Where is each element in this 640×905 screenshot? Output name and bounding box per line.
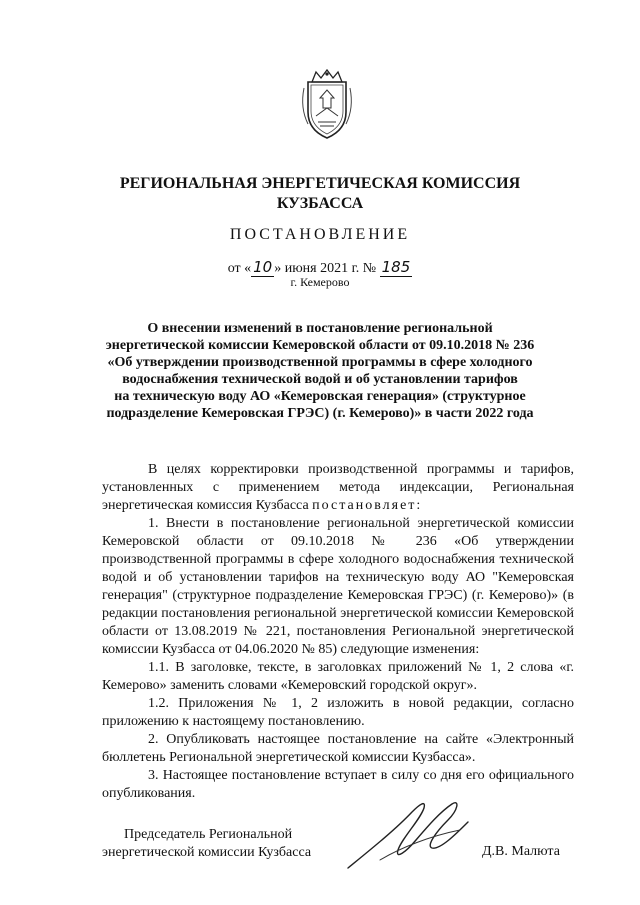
date-day: 10 (253, 258, 273, 276)
document-number: 185 (381, 258, 411, 276)
position-line2: энергетической комиссии Кузбасса (102, 845, 312, 860)
intro-text: В целях корректировки производственной программы и тарифов, установленных с применением метода индексации, Региональная энергетическая комиссия Кузбасса (102, 462, 574, 513)
title-line: подразделение Кемеровская ГРЭС) (г. Кемерово)» в части 2022 года (106, 406, 534, 421)
paragraph-1: 1. Внести в постановление региональной энергетической комиссии Кемеровской области от 09.10.2018 № 236 «Об утверждении производственной программы в сфере холодного водоснабжения технической водой и об установлении тарифов на техническую воду АО "Кемеровская генерация" (структурное подразделение Кемеровская ГРЭС) (г. Кемерово)» (в редакции постановления региональной энергетической комиссии Кемеровской области от 13.08.2019 № 221, постановления Региональной энергетической комиссии Кузбасса от 04.06.2020 № 85) следующие изменения: (102, 516, 574, 657)
organization-name-line2: КУЗБАССА (276, 195, 364, 212)
organization-name-line1: РЕГИОНАЛЬНАЯ ЭНЕРГЕТИЧЕСКАЯ КОМИССИЯ (119, 175, 521, 192)
handwritten-signature-icon (340, 790, 480, 880)
paragraph-3: 3. Настоящее постановление вступает в силу со дня его официального опубликования. (102, 768, 574, 801)
title-line: на техническую воду АО «Кемеровская генерация» (структурное (114, 389, 526, 404)
paragraph-1-1: 1.1. В заголовке, тексте, в заголовках приложений № 1, 2 слова «г. Кемерово» заменить словами «Кемеровский городской округ». (102, 660, 574, 693)
document-title (90, 320, 550, 422)
title-line: водоснабжения технической водой и об установлении тарифов (122, 372, 518, 387)
paragraph-1-2: 1.2. Приложения № 1, 2 изложить в новой редакции, согласно приложению к настоящему постановлению. (102, 696, 574, 729)
title-line: О внесении изменений в постановление региональной (147, 321, 493, 336)
date-rest: » июня 2021 г. № (274, 261, 377, 276)
intro-paragraph (102, 461, 574, 515)
document-body (102, 461, 574, 803)
signatory-name: Д.В. Малюта (482, 844, 560, 859)
paragraph-2: 2. Опубликовать настоящее постановление на сайте «Электронный бюллетень Региональной энергетической комиссии Кузбасса». (102, 732, 574, 765)
signatory-position (102, 826, 311, 862)
title-line: энергетической комиссии Кемеровской области от 09.10.2018 № 236 (105, 338, 535, 353)
title-line: «Об утверждении производственной программы в сфере холодного (107, 355, 533, 370)
position-line1: Председатель Региональной (124, 827, 293, 842)
date-prefix: от « (227, 261, 252, 276)
document-type: ПОСТАНОВЛЕНИЕ (229, 226, 411, 243)
decree-word: постановляет: (312, 498, 423, 513)
kuzbass-coat-of-arms-icon (298, 68, 356, 140)
city: г. Кемерово (290, 275, 350, 289)
